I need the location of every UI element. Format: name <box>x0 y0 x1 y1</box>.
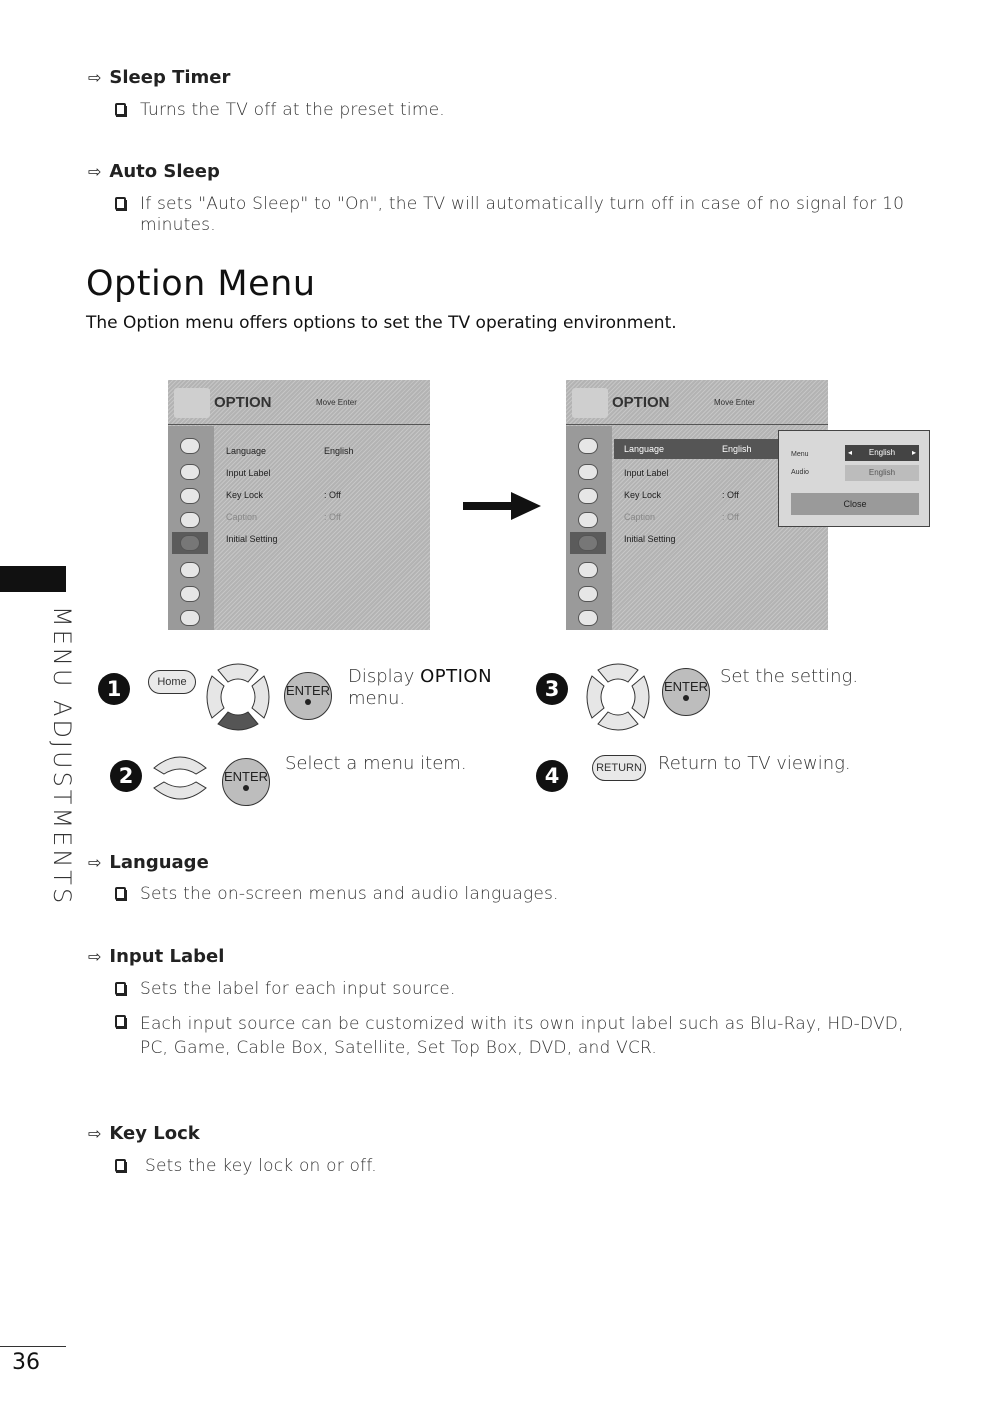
setup-icon <box>578 488 598 504</box>
screen-title: OPTION <box>214 394 272 411</box>
input-label-heading: ⇨ Input Label <box>88 946 225 967</box>
menu-language-selector: ◂ English ▸ <box>845 445 919 461</box>
enter-button-icon: ENTER <box>662 668 710 716</box>
option-icon <box>180 535 200 551</box>
page-number-rule <box>0 1346 66 1347</box>
time-icon <box>578 512 598 528</box>
section-tab-label: MENU ADJUSTMENTS <box>48 606 76 907</box>
time-icon <box>180 512 200 528</box>
picture-icon <box>180 438 200 454</box>
arrow-right-icon: ⇨ <box>88 853 102 872</box>
step-1-text: Display OPTION menu. <box>348 666 493 709</box>
step-4-badge: 4 <box>536 760 568 792</box>
home-button-icon: Home <box>148 670 196 694</box>
key-lock-bullet: Sets the key lock on or off. <box>115 1156 915 1177</box>
step-2-text: Select a menu item. <box>285 753 467 774</box>
navigation-pad-icon <box>584 660 652 734</box>
toolbox-icon <box>572 388 608 418</box>
step-3-text: Set the setting. <box>720 666 859 687</box>
enter-button-icon: ENTER <box>222 758 270 806</box>
language-bullet: Sets the on-screen menus and audio languages. <box>115 884 915 905</box>
language-popup: Menu Audio ◂ English ▸ English Close <box>778 430 930 527</box>
arrow-left-icon: ◂ <box>848 448 853 457</box>
menu-row-key-lock: Key Lock <box>624 490 662 500</box>
input-label-bullet-2: Each input source can be customized with its own input label such as Blu-Ray, HD-DVD, PC, Game, Cable Box, Satellite, Set Top Box, DVD, and VCR. <box>115 1012 915 1060</box>
menu-row-key-lock: Key Lock <box>226 490 264 500</box>
arrow-right-icon: ⇨ <box>88 162 102 181</box>
screen-title: OPTION <box>612 394 670 411</box>
screen-nav-hint: Move Enter <box>714 398 755 407</box>
usb-icon <box>578 610 598 626</box>
up-down-buttons-icon <box>150 750 210 806</box>
sleep-timer-heading: ⇨ Sleep Timer <box>88 67 231 88</box>
step-2-badge: 2 <box>110 760 142 792</box>
toolbox-icon <box>174 388 210 418</box>
transition-arrow-icon <box>463 492 541 520</box>
input-icon <box>180 586 200 602</box>
page-subtitle: The Option menu offers options to set the TV operating environment. <box>86 313 677 333</box>
page-number: 36 <box>12 1350 40 1375</box>
audio-icon <box>180 464 200 480</box>
picture-icon <box>578 438 598 454</box>
input-label-bullet-1: Sets the label for each input source. <box>115 979 915 1000</box>
checkbox-bullet-icon <box>115 197 126 210</box>
menu-category-column <box>566 426 612 630</box>
menu-row-initial-setting: Initial Setting <box>624 534 676 544</box>
step-4-text: Return to TV viewing. <box>658 753 851 774</box>
menu-row-input-label: Input Label <box>226 468 271 478</box>
navigation-pad-icon <box>204 660 272 734</box>
step-3-badge: 3 <box>536 673 568 705</box>
menu-row-caption: Caption <box>624 512 656 522</box>
checkbox-bullet-icon <box>115 982 126 995</box>
return-button-icon: RETURN <box>592 755 646 781</box>
menu-row-input-label: Input Label <box>624 468 669 478</box>
lock-icon <box>180 562 200 578</box>
menu-row-language: Language <box>624 444 665 454</box>
lock-icon <box>578 562 598 578</box>
key-lock-heading: ⇨ Key Lock <box>88 1123 200 1144</box>
arrow-right-icon: ▸ <box>911 448 916 457</box>
checkbox-bullet-icon <box>115 103 126 116</box>
input-icon <box>578 586 598 602</box>
menu-row-caption: Caption <box>226 512 258 522</box>
screen-nav-hint: Move Enter <box>316 398 357 407</box>
enter-button-icon: ENTER <box>284 672 332 720</box>
menu-category-column <box>168 426 214 630</box>
section-tab-marker <box>0 566 66 592</box>
close-button: Close <box>791 493 919 515</box>
auto-sleep-bullet: If sets "Auto Sleep" to "On", the TV will automatically turn off in case of no signal for 10 minutes. <box>115 194 915 236</box>
sleep-timer-bullet: Turns the TV off at the preset time. <box>115 100 915 121</box>
arrow-right-icon: ⇨ <box>88 68 102 87</box>
usb-icon <box>180 610 200 626</box>
arrow-right-icon: ⇨ <box>88 947 102 966</box>
menu-row-language: Language <box>226 446 267 456</box>
setup-icon <box>180 488 200 504</box>
audio-icon <box>578 464 598 480</box>
audio-language-selector: English <box>845 465 919 481</box>
page-title: Option Menu <box>86 264 316 304</box>
step-1-badge: 1 <box>98 673 130 705</box>
menu-row-initial-setting: Initial Setting <box>226 534 278 544</box>
option-menu-screenshot-1: OPTION Move Enter Language English Input Label Key Lock : Off Caption : Off Initial Setting <box>168 380 430 630</box>
option-icon <box>578 535 598 551</box>
checkbox-bullet-icon <box>115 1015 126 1028</box>
option-menu-screenshot-2: OPTION Move Enter Language English Input Label Key Lock : Off Caption : Off Initial Setting <box>566 380 828 630</box>
checkbox-bullet-icon <box>115 887 126 900</box>
language-heading: ⇨ Language <box>88 852 209 873</box>
checkbox-bullet-icon <box>115 1159 126 1172</box>
arrow-right-icon: ⇨ <box>88 1124 102 1143</box>
auto-sleep-heading: ⇨ Auto Sleep <box>88 161 220 182</box>
